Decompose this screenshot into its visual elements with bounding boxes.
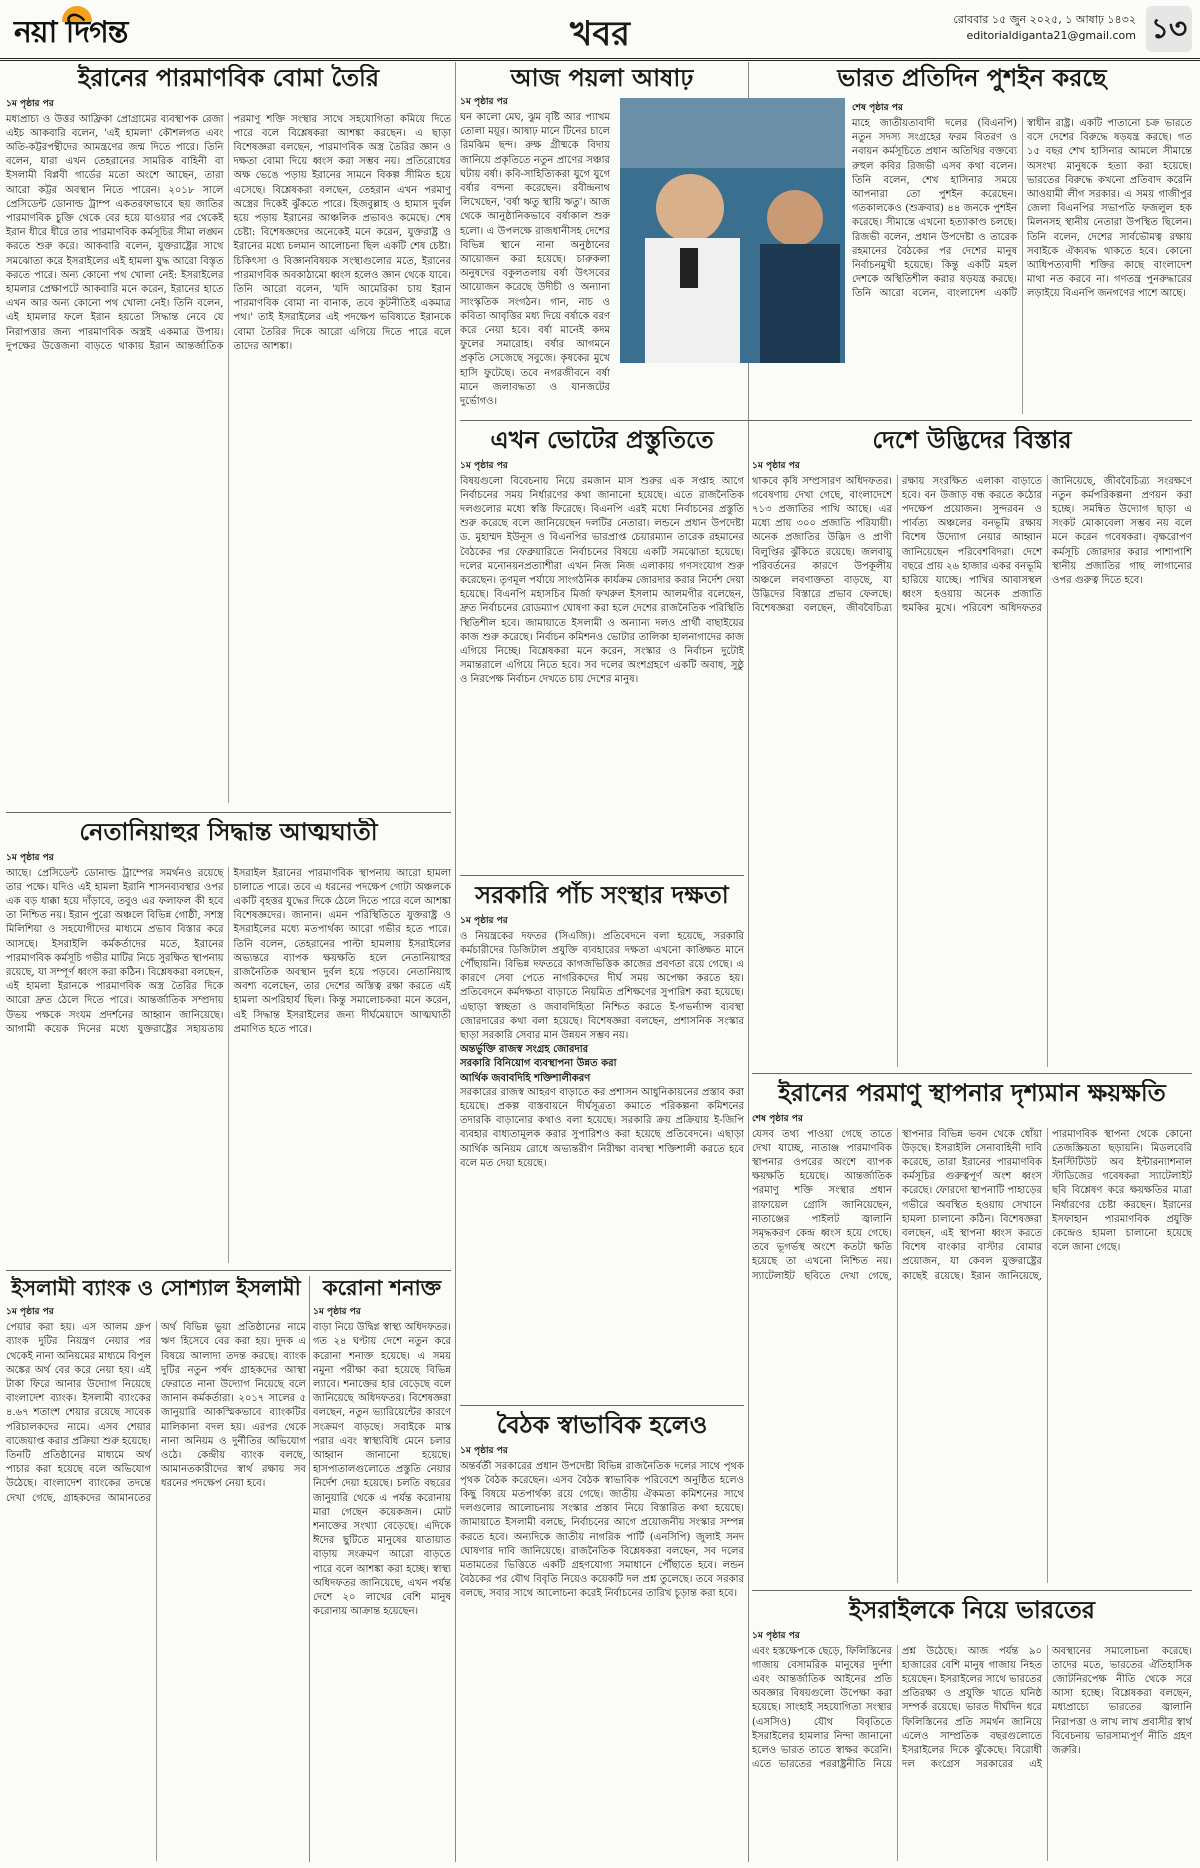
article-body: বিষয়গুলো বিবেচনায় নিয়ে রমজান মাস শুরুর এক সপ্তাহ আগে নির্বাচনের সময় নির্ধারণের কথা জানানো হয়েছে। এতে রাজনৈতিক দলগুলোর মধ্যে স্বস্তি ফিরেছে। বিএনপি এরই মধ্যে নির্বাচনের প্রস্তুতি শুরু করেছে বলে জানিয়েছেন দলটির নেতারা। লন্ডনে প্রধান উপদেষ্টা ড. মুহাম্মদ ইউনূস ও বিএনপির ভারপ্রাপ্ত চেয়ারম্যান তারেক রহমানের বৈঠকের পর ফেব্রুয়ারিতে নির্বাচনের বিষয়ে একটি সমঝোতা হয়েছে। দলের মনোনয়নপ্রত্যাশীরা এখন নিজ নিজ এলাকায় গণসংযোগ শুরু করেছেন। তৃণমূল পর্যায়ে সাংগঠনিক কার্যক্রম জোরদার করার নির্দেশ দেয়া হয়েছে। বিএনপি মহাসচিব মির্জা ফখরুল ইসলাম আলমগীর বলেছেন, দ্রুত নির্বাচনের রোডম্যাপ ঘোষণা করা হলে দেশের রাজনৈতিক পরিস্থিতি স্থিতিশীল হবে। জামায়াতে ইসলামী ও অন্যান্য দলও প্রার্থী বাছাইয়ের কাজ শুরু করেছে। নির্বাচন কমিশনও ভোটার তালিকা হালনাগাদের কাজ এগিয়ে নিচ্ছে। বিশ্লেষকরা মনে করেন, সংস্কার ও নির্বাচন দুটোই সমান্তরালে এগিয়ে নিতে হবে। সব দলের অংশগ্রহণে একটি অবাধ, সুষ্ঠু ও নিরপেক্ষ নির্বাচন দেখতে চায় দেশের মানুষ। — [460, 475, 744, 686]
headline-india-pushin[interactable]: ভারত প্রতিদিন পুশইন করছে — [837, 63, 1107, 92]
article-netanyahu — [6, 818, 451, 1264]
article-body: আছে। প্রেসিডেন্ট ডোনাল্ড ট্রাম্পের সমর্থনও রয়েছে তার পক্ষে। যদিও এই হামলা ইরানি শাসনব্যবস্থার ওপর এক বড় ধাক্কা হয়ে দাঁড়াবে, তবুও এর ফলাফল কী হবে তা নিশ্চিত নয়। ইরান পুরো অঞ্চলে বিভিন্ন গোষ্ঠী, সশস্ত্র মিলিশিয়া ও সহযোগীদের মাধ্যমে প্রভাব বিস্তার করে আসছে। ইসরাইলি কর্মকর্তাদের মতে, ইরানের পারমাণবিক কর্মসূচি গভীর মাটির নিচে সুরক্ষিত স্থাপনায় রয়েছে, যা সম্পূর্ণ ধ্বংস করা কঠিন। বিশ্লেষকরা বলছেন, এই হামলা ইরানকে পারমাণবিক অস্ত্র তৈরির দিকে আরো দ্রুত ঠেলে দিতে পারে। আন্তর্জাতিক সম্প্রদায় উভয় পক্ষকে সংযম প্রদর্শনের আহ্বান জানিয়েছে। আগামী কয়েক দিনের মধ্যে যুক্তরাষ্ট্রের সহায়তায় ইসরাইল ইরানের পারমাণবিক স্থাপনায় আরো হামলা চালাতে পারে। তবে এ ধরনের পদক্ষেপ গোটা অঞ্চলকে একটি বৃহত্তর যুদ্ধের দিকে ঠেলে দিতে পারে বলে আশঙ্কা বিশেষজ্ঞদের। জানান। এমন পরিস্থিতিতে যুক্তরাষ্ট্র ও ইসরাইলের মধ্যে মতপার্থক্য আরো গভীর হতে পারে। তিনি বলেন, তেহরানের পাল্টা হামলায় ইসরাইলের অভ্যন্তরে ব্যাপক ক্ষয়ক্ষতি হলে নেতানিয়াহুর রাজনৈতিক অবস্থান দুর্বল হয়ে পড়বে। নেতানিয়াহু অবশ্য বলেছেন, তার দেশের অস্তিত্ব রক্ষা করতে এই হামলা অপরিহার্য ছিল। কিন্তু সমালোচকরা মনে করেন, এই সিদ্ধান্ত ইসরাইলের জন্য দীর্ঘমেয়াদে আত্মঘাতী প্রমাণিত হতে পারে। — [6, 867, 451, 1035]
article-body: বাড়া নিয়ে উদ্বিগ্ন স্বাস্থ্য অধিদফতর। গত ২৪ ঘণ্টায় দেশে নতুন করে করোনা শনাক্ত হয়েছে। এ সময় নমুনা পরীক্ষা করা হয়েছে বিভিন্ন ল্যাবে। শনাক্তের হার বেড়েছে বলে জানিয়েছে অধিদফতর। বিশেষজ্ঞরা বলছেন, নতুন ভ্যারিয়েন্টের কারণে সংক্রমণ বাড়ছে। সবাইকে মাস্ক পরার এবং স্বাস্থ্যবিধি মেনে চলার আহ্বান জানানো হয়েছে। হাসপাতালগুলোতে প্রস্তুতি নেয়ার নির্দেশ দেয়া হয়েছে। চলতি বছরের জানুয়ারি থেকে এ পর্যন্ত করোনায় মারা গেছেন কয়েকজন। মোট শনাক্তের সংখ্যা বেড়েছে। এদিকে ঈদের ছুটিতে মানুষের যাতায়াত বাড়ায় সংক্রমণ আরো বাড়তে পারে বলে আশঙ্কা করা হচ্ছে। স্বাস্থ্য অধিদফতর জানিয়েছে, এখন পর্যন্ত দেশে ২০ লাখের বেশি মানুষ করোনায় আক্রান্ত হয়েছেন। — [313, 1322, 451, 1618]
article-body: সরকারের রাজস্ব আহরণ বাড়াতে কর প্রশাসন আধুনিকায়নের প্রস্তাব করা হয়েছে। প্রকল্প বাস্তবায়নে দীর্ঘসূত্রতা কমাতে পরিকল্পনা কমিশনের তদারকি বাড়ানোর কথাও বলা হয়েছে। সরকারি ক্রয় প্রক্রিয়ায় ই-জিপি ব্যবহার বাধ্যতামূলক করার সুপারিশও করা হয়েছে প্রতিবেদনে। এছাড়া আর্থিক অনিয়ম রোধে অভ্যন্তরীণ নিরীক্ষা ব্যবস্থা শক্তিশালী করতে হবে বলে মত দেয়া হয়েছে। — [460, 1086, 744, 1169]
article-islami-bank — [6, 1276, 306, 1862]
section-title: খবর — [570, 14, 630, 54]
subhead: অন্তর্ভুক্তি রাজস্ব সংগ্রহ জোরদার — [460, 1044, 589, 1056]
article-israel-india — [752, 1596, 1192, 1862]
rally-photo-illustration — [620, 98, 845, 363]
headline[interactable]: ইরানের পারমাণবিক বোমা তৈরি — [77, 64, 380, 92]
headline-ashar[interactable]: আজ পয়লা আষাঢ় — [510, 63, 694, 92]
headline[interactable]: সরকারি পাঁচ সংস্থার দক্ষতা — [475, 881, 729, 909]
column-divider — [455, 62, 456, 1862]
article-body: ও নিয়ন্ত্রকের দফতর (সিএজি)। প্রতিবেদনে বলা হয়েছে, সরকারি কর্মচারীদের ডিজিটাল প্রযুক্তি ব্যবহারের দক্ষতা এখনো কাঙ্ক্ষিত মানে পৌঁছায়নি। বিভিন্ন দফতরে কাগজভিত্তিক কাজের প্রবণতা রয়ে গেছে। এ কারণে সেবা পেতে নাগরিকদের দীর্ঘ সময় অপেক্ষা করতে হয়। প্রতিবেদনে কর্মদক্ষতা বাড়াতে নিয়মিত প্রশিক্ষণের সুপারিশ করা হয়েছে। এছাড়া স্বচ্ছতা ও জবাবদিহিতা নিশ্চিত করতে ই-গভর্ন্যান্স ব্যবস্থা জোরদারের কথা বলা হয়েছে। বিশেষজ্ঞরা বলছেন, প্রশাসনিক সংস্কার ছাড়া সরকারি সেবার মান উন্নয়ন সম্ভব নয়। — [460, 930, 744, 1042]
article-iran-nuclear-damage — [752, 1079, 1192, 1584]
headline[interactable]: করোনা শনাক্ত — [322, 1276, 442, 1300]
continued-label: ১ম পৃষ্ঠার পর — [6, 852, 54, 863]
headline[interactable]: বৈঠক স্বাভাবিক হলেও — [496, 1411, 708, 1439]
article-body: যেসব তথ্য পাওয়া গেছে তাতে দেখা যাচ্ছে, নাতাঞ্জ পারমাণবিক স্থাপনার ওপরের অংশে ব্যাপক ক্ষয়ক্ষতি হয়েছে। আন্তর্জাতিক পরমাণু শক্তি সংস্থার প্রধান রাফায়েল গ্রোসি জানিয়েছেন, নাতাঞ্জের পাইলট জ্বালানি সমৃদ্ধকরণ কেন্দ্র ধ্বংস হয়ে গেছে। তবে ভূগর্ভস্থ অংশে কতটা ক্ষতি হয়েছে তা এখনো নিশ্চিত নয়। স্যাটেলাইট ছবিতে দেখা গেছে, স্থাপনার বিভিন্ন ভবন থেকে ধোঁয়া উড়ছে। ইসরাইলি সেনাবাহিনী দাবি করেছে, তারা ইরানের পারমাণবিক কর্মসূচির গুরুত্বপূর্ণ অংশ ধ্বংস করেছে। ফোরদো স্থাপনাটি পাহাড়ের গভীরে অবস্থিত হওয়ায় সেখানে হামলা চালানো কঠিন। বিশেষজ্ঞরা বলছেন, এই স্থাপনা ধ্বংস করতে বিশেষ বাংকার বাস্টার বোমার প্রয়োজন, যা কেবল যুক্তরাষ্ট্রের কাছেই রয়েছে। ইরান জানিয়েছে, পারমাণবিক স্থাপনা থেকে কোনো তেজস্ক্রিয়তা ছড়ায়নি। মিডলবেরি ইনস্টিটিউট অব ইন্টারন্যাশনাল স্টাডিজের গবেষকরা স্যাটেলাইট ছবি বিশ্লেষণ করে ক্ষয়ক্ষতির মাত্রা নির্ধারণের চেষ্টা করছেন। ইরানের ইসফাহান পারমাণবিক প্রযুক্তি কেন্দ্রেও হামলা চালানো হয়েছে বলে জানা গেছে। — [752, 1128, 1192, 1282]
newspaper-logo[interactable]: নয়া দিগন্ত — [14, 15, 128, 50]
article-body: অন্তর্বর্তী সরকারের প্রধান উপদেষ্টা বিভিন্ন রাজনৈতিক দলের সাথে পৃথক পৃথক বৈঠক করেছেন। এসব বৈঠক স্বাভাবিক পরিবেশে অনুষ্ঠিত হলেও কিছু বিষয়ে মতপার্থক্য রয়ে গেছে। জাতীয় ঐকমত্য কমিশনের সাথে দলগুলোর আলোচনায় সংস্কার প্রস্তাব নিয়ে বিস্তারিত কথা হয়েছে। জামায়াতে ইসলামী বলছে, নির্বাচনের আগে প্রয়োজনীয় সংস্কার সম্পন্ন করতে হবে। অন্যদিকে জাতীয় নাগরিক পার্টি (এনসিপি) জুলাই সনদ ঘোষণার দাবি জানিয়েছে। রাজনৈতিক বিশ্লেষকরা বলছেন, সব দলের মতামতের ভিত্তিতে একটি গ্রহণযোগ্য সমাধানে পৌঁছাতে হবে। লন্ডন বৈঠকের পর যৌথ বিবৃতি নিয়েও কয়েকটি দল প্রশ্ন তুলেছে। তবে সরকার বলছে, সবার সাথে আলোচনা করেই নির্বাচনের তারিখ চূড়ান্ত করা হবে। — [460, 1460, 744, 1600]
continued-label: ১ম পৃষ্ঠার পর — [6, 98, 54, 109]
continued-label: ১ম পৃষ্ঠার পর — [752, 1630, 800, 1641]
continued-label: ১ম পৃষ্ঠার পর — [752, 460, 800, 471]
headline[interactable]: দেশে উদ্ভিদের বিস্তার — [872, 426, 1072, 454]
article-india-pushin — [852, 96, 1192, 414]
article-plants — [752, 426, 1192, 1068]
page-number: ১৩ — [1146, 6, 1192, 52]
section-divider — [460, 1405, 744, 1406]
article-body: পেয়ার করা হয়। এস আলম গ্রুপ ব্যাংক দুটির নিয়ন্ত্রণ নেয়ার পর থেকেই নানা অনিয়মের মাধ্যমে বিপুল অঙ্কের অর্থ বের করে নেয়া হয়। এই টাকা ফিরে আনার উদ্যোগ নিয়েছে বাংলাদেশ ব্যাংক। ইসলামী ব্যাংকের ৪.৬৭ শতাংশ শেয়ার রয়েছে সাবেক পরিচালকদের নামে। এসব শেয়ার বাজেয়াপ্ত করার প্রক্রিয়া শুরু হয়েছে। তিনটি প্রতিষ্ঠানের মাধ্যমে অর্থ পাচার করা হয়েছে বলে অভিযোগ উঠেছে। বাংলাদেশ ব্যাংকের তদন্তে দেখা গেছে, গ্রাহকদের আমানতের অর্থ বিভিন্ন ভুয়া প্রতিষ্ঠানের নামে ঋণ হিসেবে বের করা হয়। দুদক এ বিষয়ে আলাদা তদন্ত করছে। ব্যাংক দুটির নতুন পর্ষদ গ্রাহকদের আস্থা ফেরাতে নানা উদ্যোগ নিয়েছে বলে জানান কর্মকর্তারা। ২০১৭ সালের ৫ জানুয়ারি আকস্মিকভাবে ব্যাংকটির মালিকানা বদল হয়। এরপর থেকে নানা অনিয়ম ও দুর্নীতির অভিযোগ ওঠে। কেন্দ্রীয় ব্যাংক বলছে, আমানতকারীদের স্বার্থ রক্ষায় সব ধরনের পদক্ষেপ নেয়া হবে। — [6, 1322, 306, 1504]
section-divider — [752, 1590, 1192, 1591]
subhead: আর্থিক জবাবদিহি শক্তিশালীকরণ — [460, 1072, 591, 1084]
editorial-email[interactable]: editorialdiganta21@gmail.com — [966, 29, 1136, 42]
dateline — [953, 12, 1136, 44]
continued-label: ১ম পৃষ্ঠার পর — [460, 915, 508, 926]
headline[interactable]: এখন ভোটের প্রস্তুতিতে — [490, 426, 714, 454]
section-divider — [752, 1073, 1192, 1074]
continued-label: শেষ পৃষ্ঠার পর — [852, 103, 903, 113]
news-photo — [620, 98, 845, 363]
continued-label: ১ম পৃষ্ঠার পর — [313, 1307, 361, 1318]
continued-label: ১ম পৃষ্ঠার পর — [6, 1307, 54, 1318]
masthead — [0, 0, 1200, 61]
headline[interactable]: নেতানিয়াহুর সিদ্ধান্ত আত্মঘাতী — [79, 818, 378, 846]
issue-date: রোববার ১৫ জুন ২০২৫, ১ আষাঢ় ১৪৩২ — [953, 13, 1136, 26]
article-body: মধ্যপ্রাচ্য ও উত্তর আফ্রিকা প্রোগ্রামের ব্যবস্থাপক রেজা এইচ আকবারি বলেন, 'এই হামলা' কৌশলগত এবং অতি-কট্টরপন্থীদের আমন্ত্রণের জন্ম দিতে পারে। তিনি বলেন, যারা এখন তেহরানের সামরিক বাহিনী বা ইসলামী বিপ্লবী গার্ডের মতো অংশে আছেন, তারা আরো কট্টর অবস্থান নিতে পারেন। ২০১৮ সালে প্রেসিডেন্ট ডোনাল্ড ট্রাম্প একতরফাভাবে ছয় জাতির পারমাণবিক চুক্তি থেকে বের হয়ে যাওয়ার পর থেকেই ইরান ধীরে ধীরে তার পারমাণবিক কর্মসূচির সীমা লঙ্ঘন করতে শুরু করে। আকবারি বলেন, যুক্তরাষ্ট্রের সাথে সমঝোতা করে ইসরাইলের এই হামলা যুদ্ধ আরো বিস্তৃত করতে পারে। অন্য কোনো পথ খোলা নেই: ইসরাইলের হামলার প্রেক্ষাপটে আকবারি মনে করেন, ইরানের হাতে এখন আর অন্য কোনো পথ খোলা নেই। তিনি বলেন, এই হামলার ফলে ইরান হয়তো সিদ্ধান্ত নেবে যে নিরাপত্তার জন্য পারমাণবিক অস্ত্রই একমাত্র উপায়। দুপক্ষের উত্তেজনা বাড়তে থাকায় ইরান আন্তর্জাতিক পরমাণু শক্তি সংস্থার সাথে সহযোগিতা কমিয়ে দিতে পারে বলে বিশ্লেষকরা আশঙ্কা করছেন। এ ছাড়া বিশেষজ্ঞরা বলছেন, পারমাণবিক অস্ত্র তৈরির জ্ঞান ও দক্ষতা বোমা দিয়ে ধ্বংস করা সম্ভব নয়। প্রতিরোধের অক্ষ ভেঙে পড়ায় ইরানের সামনে বিকল্প সীমিত হয়ে এসেছে। বিশ্লেষকরা বলছেন, তেহরান এখন পরমাণু অস্ত্রের দিকেই ঝুঁকতে পারে। হিজবুল্লাহ ও হামাস দুর্বল হয়ে পড়ায় ইরানের আঞ্চলিক প্রভাবও কমেছে। শেষ চেষ্টা: বিশেষজ্ঞদের অনেকেই মনে করেন, যুক্তরাষ্ট্র ও ইরানের মধ্যে চলমান আলোচনা ছিল একটি শেষ চেষ্টা। চিকিৎসা ও বিজ্ঞানবিষয়ক সংস্থাগুলোর মতে, ইরানের পারমাণবিক অবকাঠামো ধ্বংস হলেও জ্ঞান থেকে যাবে। তিনি আরো বলেন, 'যদি আমেরিকা চায় ইরান পারমাণবিক বোমা না বানাক, তবে কূটনীতিই একমাত্র পথ।' তাই ইসরাইলের এই পদক্ষেপ ভবিষ্যতে ইরানকে বোমা তৈরির দিকে আরো এগিয়ে দিতে পারে বলে তাদের আশঙ্কা। — [6, 113, 451, 352]
article-ashar — [460, 90, 610, 415]
continued-label: ১ম পৃষ্ঠার পর — [460, 97, 508, 107]
article-body: এবং হস্তক্ষেপকে ছেড়ে, ফিলিস্তিনের গাজায় বেসামরিক মানুষের দুর্দশা এবং আন্তর্জাতিক আইনের প্রতি অবজ্ঞার বিষয়গুলো উপেক্ষা করা হয়েছে। সাংহাই সহযোগিতা সংস্থার (এসসিও) যৌথ বিবৃতিতে ইসরাইলের হামলার নিন্দা জানানো হলেও ভারত তাতে স্বাক্ষর করেনি। এতে ভারতের পররাষ্ট্রনীতি নিয়ে প্রশ্ন উঠেছে। আজ পর্যন্ত ৯০ হাজারের বেশি মানুষ গাজায় নিহত হয়েছেন। ইসরাইলের সাথে ভারতের প্রতিরক্ষা ও প্রযুক্তি খাতে ঘনিষ্ঠ সম্পর্ক রয়েছে। ভারত দীর্ঘদিন ধরে ফিলিস্তিনের প্রতি সমর্থন জানিয়ে এলেও সাম্প্রতিক বছরগুলোতে ইসরাইলের দিকে ঝুঁকেছে। বিরোধী দল কংগ্রেস সরকারের এই অবস্থানের সমালোচনা করেছে। তাদের মতে, ভারতের ঐতিহাসিক জোটনিরপেক্ষ নীতি থেকে সরে আসা হচ্ছে। বিশ্লেষকরা বলছেন, মধ্যপ্রাচ্যে ভারতের জ্বালানি নিরাপত্তা ও লাখ লাখ প্রবাসীর স্বার্থ বিবেচনায় ভারসাম্যপূর্ণ নীতি গ্রহণ জরুরি। — [752, 1645, 1192, 1771]
section-divider — [460, 875, 744, 876]
continued-label: ১ম পৃষ্ঠার পর — [460, 460, 508, 471]
article-election — [460, 426, 744, 870]
article-corona — [313, 1276, 451, 1862]
article-body: ঘন কালো মেঘ, ঝুম বৃষ্টি আর প্যাখম তোলা ময়ূর। আষাঢ় মানে টিনের চালে রিমঝিম ছন্দ। রুক্ষ গ্রীষ্মকে বিদায় জানিয়ে প্রকৃতিতে নতুন প্রাণের সঞ্চার ঘটায় বর্ষা। কবি-সাহিত্যিকরা যুগে যুগে বর্ষার বন্দনা করেছেন। রবীন্দ্রনাথ লিখেছেন, 'বর্ষা ঋতু স্থায়ি ঋতু'। আজ থেকে আনুষ্ঠানিকভাবে বর্ষাকাল শুরু হলো। এ উপলক্ষে রাজধানীসহ দেশের বিভিন্ন স্থানে নানা অনুষ্ঠানের আয়োজন করা হয়েছে। চারুকলা অনুষদের বকুলতলায় বর্ষা উৎসবের আয়োজন করেছে উদীচী ও অন্যান্য সাংস্কৃতিক সংগঠন। গান, নাচ ও কবিতা আবৃত্তির মধ্য দিয়ে বর্ষাকে বরণ করে নেয়া হবে। বর্ষা মানেই কদম ফুলের সমারোহ। বর্ষার আগমনে প্রকৃতি সেজেছে সবুজে। কৃষকের মুখে হাসি ফুটেছে। তবে নগরজীবনে বর্ষা মানে জলাবদ্ধতা ও যানজটের দুর্ভোগও। — [460, 112, 610, 408]
section-divider — [6, 1270, 451, 1271]
column-divider — [309, 1276, 310, 1862]
article-iran-bomb — [6, 64, 451, 806]
article-meeting — [460, 1411, 744, 1862]
continued-label: শেষ পৃষ্ঠার পর — [752, 1113, 803, 1124]
continued-label: ১ম পৃষ্ঠার পর — [460, 1445, 508, 1456]
article-govt-efficiency — [460, 881, 744, 1399]
section-divider — [460, 420, 1192, 421]
section-divider — [6, 812, 451, 813]
headline[interactable]: ইরানের পরমাণু স্থাপনার দৃশ্যমান ক্ষয়ক্ষতি — [778, 1079, 1166, 1107]
subhead: সরকারি বিনিয়োগ ব্যবস্থাপনা উন্নত করা — [460, 1058, 617, 1070]
article-body: মাহে জাতীয়তাবাদী দলের (বিএনপি) নতুন সদস্য সংগ্রহের ফরম বিতরণ ও নবায়ন কর্মসূচিতে প্রধান অতিথির বক্তব্যে রুহুল কবির রিজভী এসব কথা বলেন। তিনি বলেন, শেখ হাসিনার সময়ে আপনারা তো পুশইন করেছেন। গতকালকেও (শুক্রবার) ৪৪ জনকে পুশইন করেছে। সীমান্তে এখনো হত্যাকাণ্ড চলছে। রিজভী বলেন, প্রধান উপদেষ্টা ও তারেক রহমানের বৈঠকের পর দেশের মানুষ নির্বাচনমুখী হয়েছে। কিন্তু একটি মহল দেশকে অস্থিতিশীল করার ষড়যন্ত্র করছে। তিনি আরো বলেন, বাংলাদেশ একটি স্বাধীন রাষ্ট্র। একটি পাতানো চক্র ভারতে বসে দেশের বিরুদ্ধে ষড়যন্ত্র করছে। গত ১৫ বছর শেখ হাসিনার আমলে সীমান্তে অসংখ্য মানুষকে হত্যা করা হয়েছে। ভারতের বিরুদ্ধে কখনো প্রতিবাদ করেনি আওয়ামী লীগ সরকার। এ সময় গাজীপুর জেলা বিএনপির সভাপতি ফজলুল হক মিলনসহ স্থানীয় নেতারা উপস্থিত ছিলেন। তিনি বলেন, দেশের সার্বভৌমত্ব রক্ষায় সবাইকে ঐক্যবদ্ধ থাকতে হবে। কোনো আধিপত্যবাদী শক্তির কাছে বাংলাদেশ মাথা নত করবে না। গণতন্ত্র পুনরুদ্ধারের লড়াইয়ে বিএনপি জনগণের পাশে আছে। — [852, 118, 1192, 300]
article-body: থাকবে কৃষি সম্প্রসারণ অধিদফতর। গবেষণায় দেখা গেছে, বাংলাদেশে ৭১৩ প্রজাতির পাখি আছে। এর মধ্যে প্রায় ৩০০ প্রজাতি পরিযায়ী। অনেক প্রজাতির উদ্ভিদ ও প্রাণী বিলুপ্তির ঝুঁকিতে রয়েছে। জলবায়ু পরিবর্তনের কারণে উপকূলীয় অঞ্চলে লবণাক্ততা বাড়ছে, যা উদ্ভিদের বিস্তারে প্রভাব ফেলছে। বিশেষজ্ঞরা বলছেন, জীববৈচিত্র্য রক্ষায় সংরক্ষিত এলাকা বাড়াতে হবে। বন উজাড় বন্ধ করতে কঠোর পদক্ষেপ প্রয়োজন। সুন্দরবন ও পার্বত্য অঞ্চলের বনভূমি রক্ষায় বিশেষ উদ্যোগ নেয়ার আহ্বান জানিয়েছেন পরিবেশবিদরা। দেশে বছরে প্রায় ২৬ হাজার একর বনভূমি হারিয়ে যাচ্ছে। পাখির আবাসস্থল ধ্বংস হওয়ায় অনেক প্রজাতি হুমকির মুখে। পরিবেশ অধিদফতর জানিয়েছে, জীববৈচিত্র্য সংরক্ষণে নতুন কর্মপরিকল্পনা প্রণয়ন করা হচ্ছে। সমন্বিত উদ্যোগ ছাড়া এ সংকট মোকাবেলা সম্ভব নয় বলে মনে করেন গবেষকরা। বৃক্ষরোপণ কর্মসূচি জোরদার করার পাশাপাশি স্থানীয় প্রজাতির গাছ লাগানোর ওপর গুরুত্ব দিতে হবে। — [752, 475, 1192, 615]
headline[interactable]: ইসরাইলকে নিয়ে ভারতের — [849, 1596, 1095, 1624]
headline[interactable]: ইসলামী ব্যাংক ও সোশ্যাল ইসলামী — [11, 1276, 301, 1300]
